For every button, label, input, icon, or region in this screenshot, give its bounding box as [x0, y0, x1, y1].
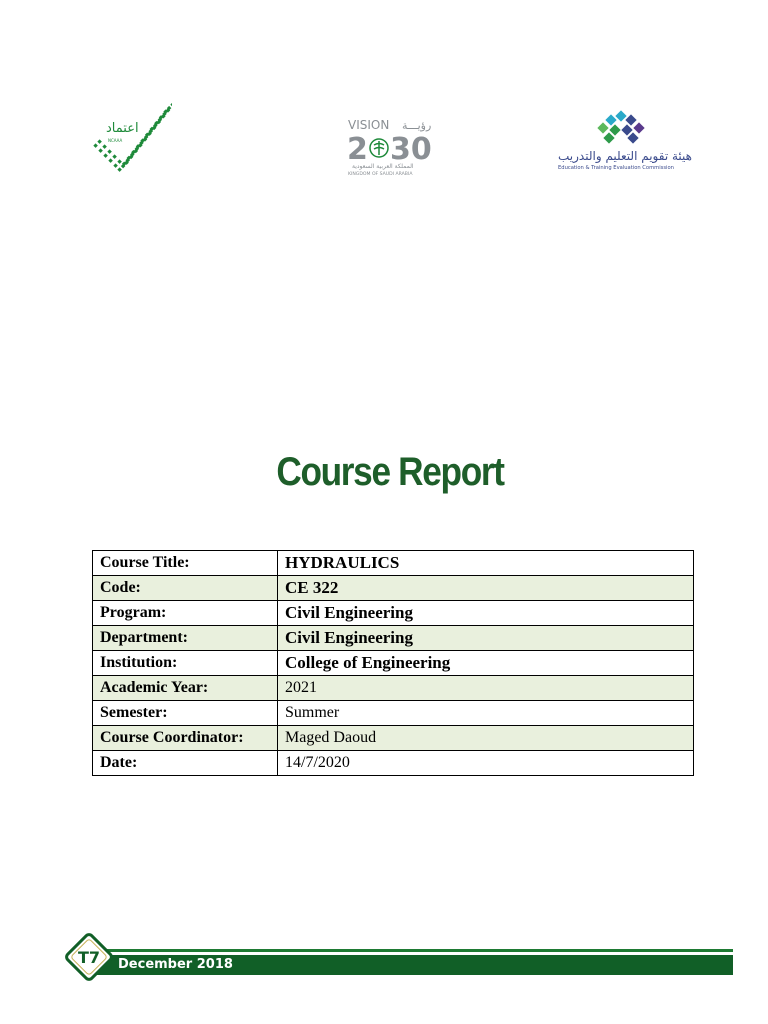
vision-2030-logo — [344, 112, 444, 178]
t7-badge-icon — [62, 930, 116, 984]
checkmark-dot — [107, 149, 112, 154]
date-label: Date: — [93, 751, 278, 776]
vision-kingdom-en: KINGDOM OF SAUDI ARABIA — [348, 172, 413, 177]
vision-kingdom-ar: المملكة العربية السعودية — [352, 163, 414, 170]
course-coordinator-value: Maged Daoud — [278, 726, 694, 751]
footer-rule — [95, 949, 733, 952]
course-title-value: HYDRAULICS — [278, 551, 694, 576]
table-row — [93, 676, 694, 701]
checkmark-dot — [102, 144, 107, 149]
etec-logo — [554, 110, 698, 174]
footer-date: December 2018 — [118, 957, 233, 972]
code-label: Code: — [93, 576, 278, 601]
checkmark-dot — [117, 167, 122, 172]
etimad-checkmark-dots — [93, 102, 172, 172]
institution-label: Institution: — [93, 651, 278, 676]
vision-label-ar: رؤيـــة — [402, 119, 432, 132]
table-row — [93, 751, 694, 776]
table-row — [93, 576, 694, 601]
course-title-label: Course Title: — [93, 551, 278, 576]
etec-name-en: Education & Training Evaluation Commission — [558, 165, 674, 171]
etec-name-ar: هيئة تقويم التعليم والتدريب — [558, 149, 692, 163]
department-value: Civil Engineering — [278, 626, 694, 651]
table-row — [93, 601, 694, 626]
checkmark-dot — [117, 159, 122, 164]
academic-year-label: Academic Year: — [93, 676, 278, 701]
table-row — [93, 726, 694, 751]
course-info-table — [92, 550, 694, 776]
academic-year-value: 2021 — [278, 676, 694, 701]
vision-year-first-digit: 2 — [347, 132, 368, 167]
course-coordinator-label: Course Coordinator: — [93, 726, 278, 751]
semester-label: Semester: — [93, 701, 278, 726]
program-label: Program: — [93, 601, 278, 626]
table-row — [93, 551, 694, 576]
page-title: Course Report — [276, 450, 504, 494]
palm-emblem-icon — [370, 139, 388, 157]
checkmark-dot — [170, 102, 172, 107]
etimad-logo-subtext: NCAAA — [108, 138, 123, 143]
table-row — [93, 626, 694, 651]
code-value: CE 322 — [278, 576, 694, 601]
checkmark-dot — [112, 154, 117, 159]
checkmark-dot — [97, 139, 102, 144]
program-value: Civil Engineering — [278, 601, 694, 626]
institution-value: College of Engineering — [278, 651, 694, 676]
checkmark-dot — [98, 148, 103, 153]
etimad-logo — [86, 98, 172, 178]
table-row — [93, 701, 694, 726]
etimad-logo-text: اعتماد — [106, 121, 139, 136]
etec-emblem-icon — [597, 110, 644, 143]
checkmark-dot — [93, 143, 98, 148]
checkmark-dot — [113, 163, 118, 168]
checkmark-dot — [103, 153, 108, 158]
semester-value: Summer — [278, 701, 694, 726]
checkmark-dot — [108, 158, 113, 163]
vision-year-last-digits: 30 — [390, 132, 432, 167]
date-value: 14/7/2020 — [278, 751, 694, 776]
t7-badge-text: T7 — [77, 948, 101, 967]
table-row — [93, 651, 694, 676]
vision-label: VISION — [348, 118, 390, 132]
department-label: Department: — [93, 626, 278, 651]
